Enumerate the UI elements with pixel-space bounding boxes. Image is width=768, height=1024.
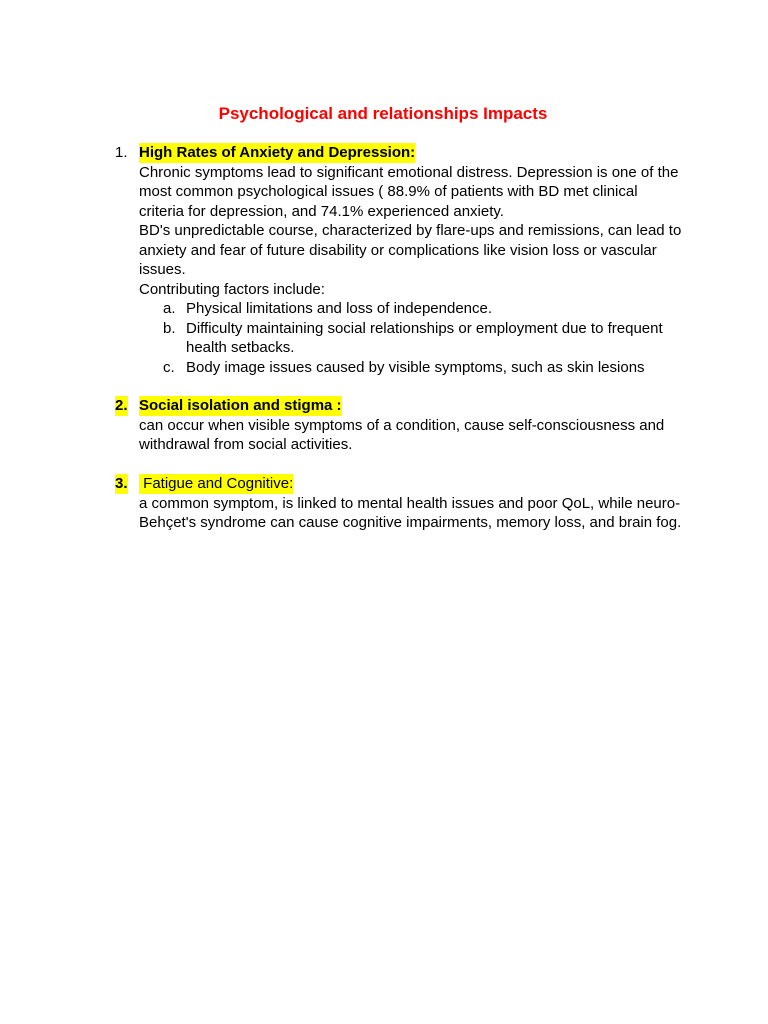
list-item-text: Body image issues caused by visible symptoms, such as skin lesions bbox=[186, 358, 645, 376]
section-heading-row bbox=[0, 396, 768, 416]
section-paragraph: a common symptom, is linked to mental health issues and poor QoL, while neuro-Behçet's syndrome can cause cognitive impairments, memory loss, and brain fog. bbox=[139, 494, 682, 531]
section-heading: Fatigue and Cognitive: bbox=[139, 475, 294, 492]
section-social-isolation bbox=[0, 396, 768, 455]
section-number: 1. bbox=[115, 144, 128, 161]
section-paragraph: Contributing factors include: bbox=[139, 280, 325, 298]
section-heading-row bbox=[0, 143, 768, 163]
section-heading: High Rates of Anxiety and Depression: bbox=[139, 144, 416, 161]
list-marker: b. bbox=[163, 319, 176, 337]
page-title: Psychological and relationships Impacts bbox=[218, 104, 548, 123]
section-paragraph: can occur when visible symptoms of a condition, cause self-consciousness and withdrawal from social activities. bbox=[139, 416, 665, 453]
list-item bbox=[163, 299, 686, 319]
section-heading: Social isolation and stigma : bbox=[139, 397, 342, 414]
section-fatigue-cognitive bbox=[0, 474, 768, 533]
section-paragraph: BD's unpredictable course, characterized by flare-ups and remissions, can lead to anxiety and fear of future disability or complications like vision loss or vascular issues. bbox=[139, 222, 682, 278]
list-item-text: Physical limitations and loss of independence. bbox=[186, 300, 493, 317]
section-heading-row bbox=[0, 474, 768, 494]
section-anxiety-depression bbox=[0, 143, 768, 377]
section-number: 2. bbox=[115, 397, 128, 414]
list-marker: a. bbox=[163, 300, 176, 317]
section-number: 3. bbox=[115, 475, 128, 492]
contributing-factors-list bbox=[0, 299, 768, 377]
list-marker: c. bbox=[163, 358, 175, 376]
section-paragraph: Chronic symptoms lead to significant emotional distress. Depression is one of the most common psychological issues ( 88.9% of patients with BD met clinical criteria for depression, and 74.1% experienced anxiety. bbox=[139, 163, 679, 220]
list-item-text: Difficulty maintaining social relationships or employment due to frequent health setbacks. bbox=[186, 319, 663, 356]
list-item bbox=[163, 358, 686, 378]
list-item bbox=[163, 319, 686, 358]
